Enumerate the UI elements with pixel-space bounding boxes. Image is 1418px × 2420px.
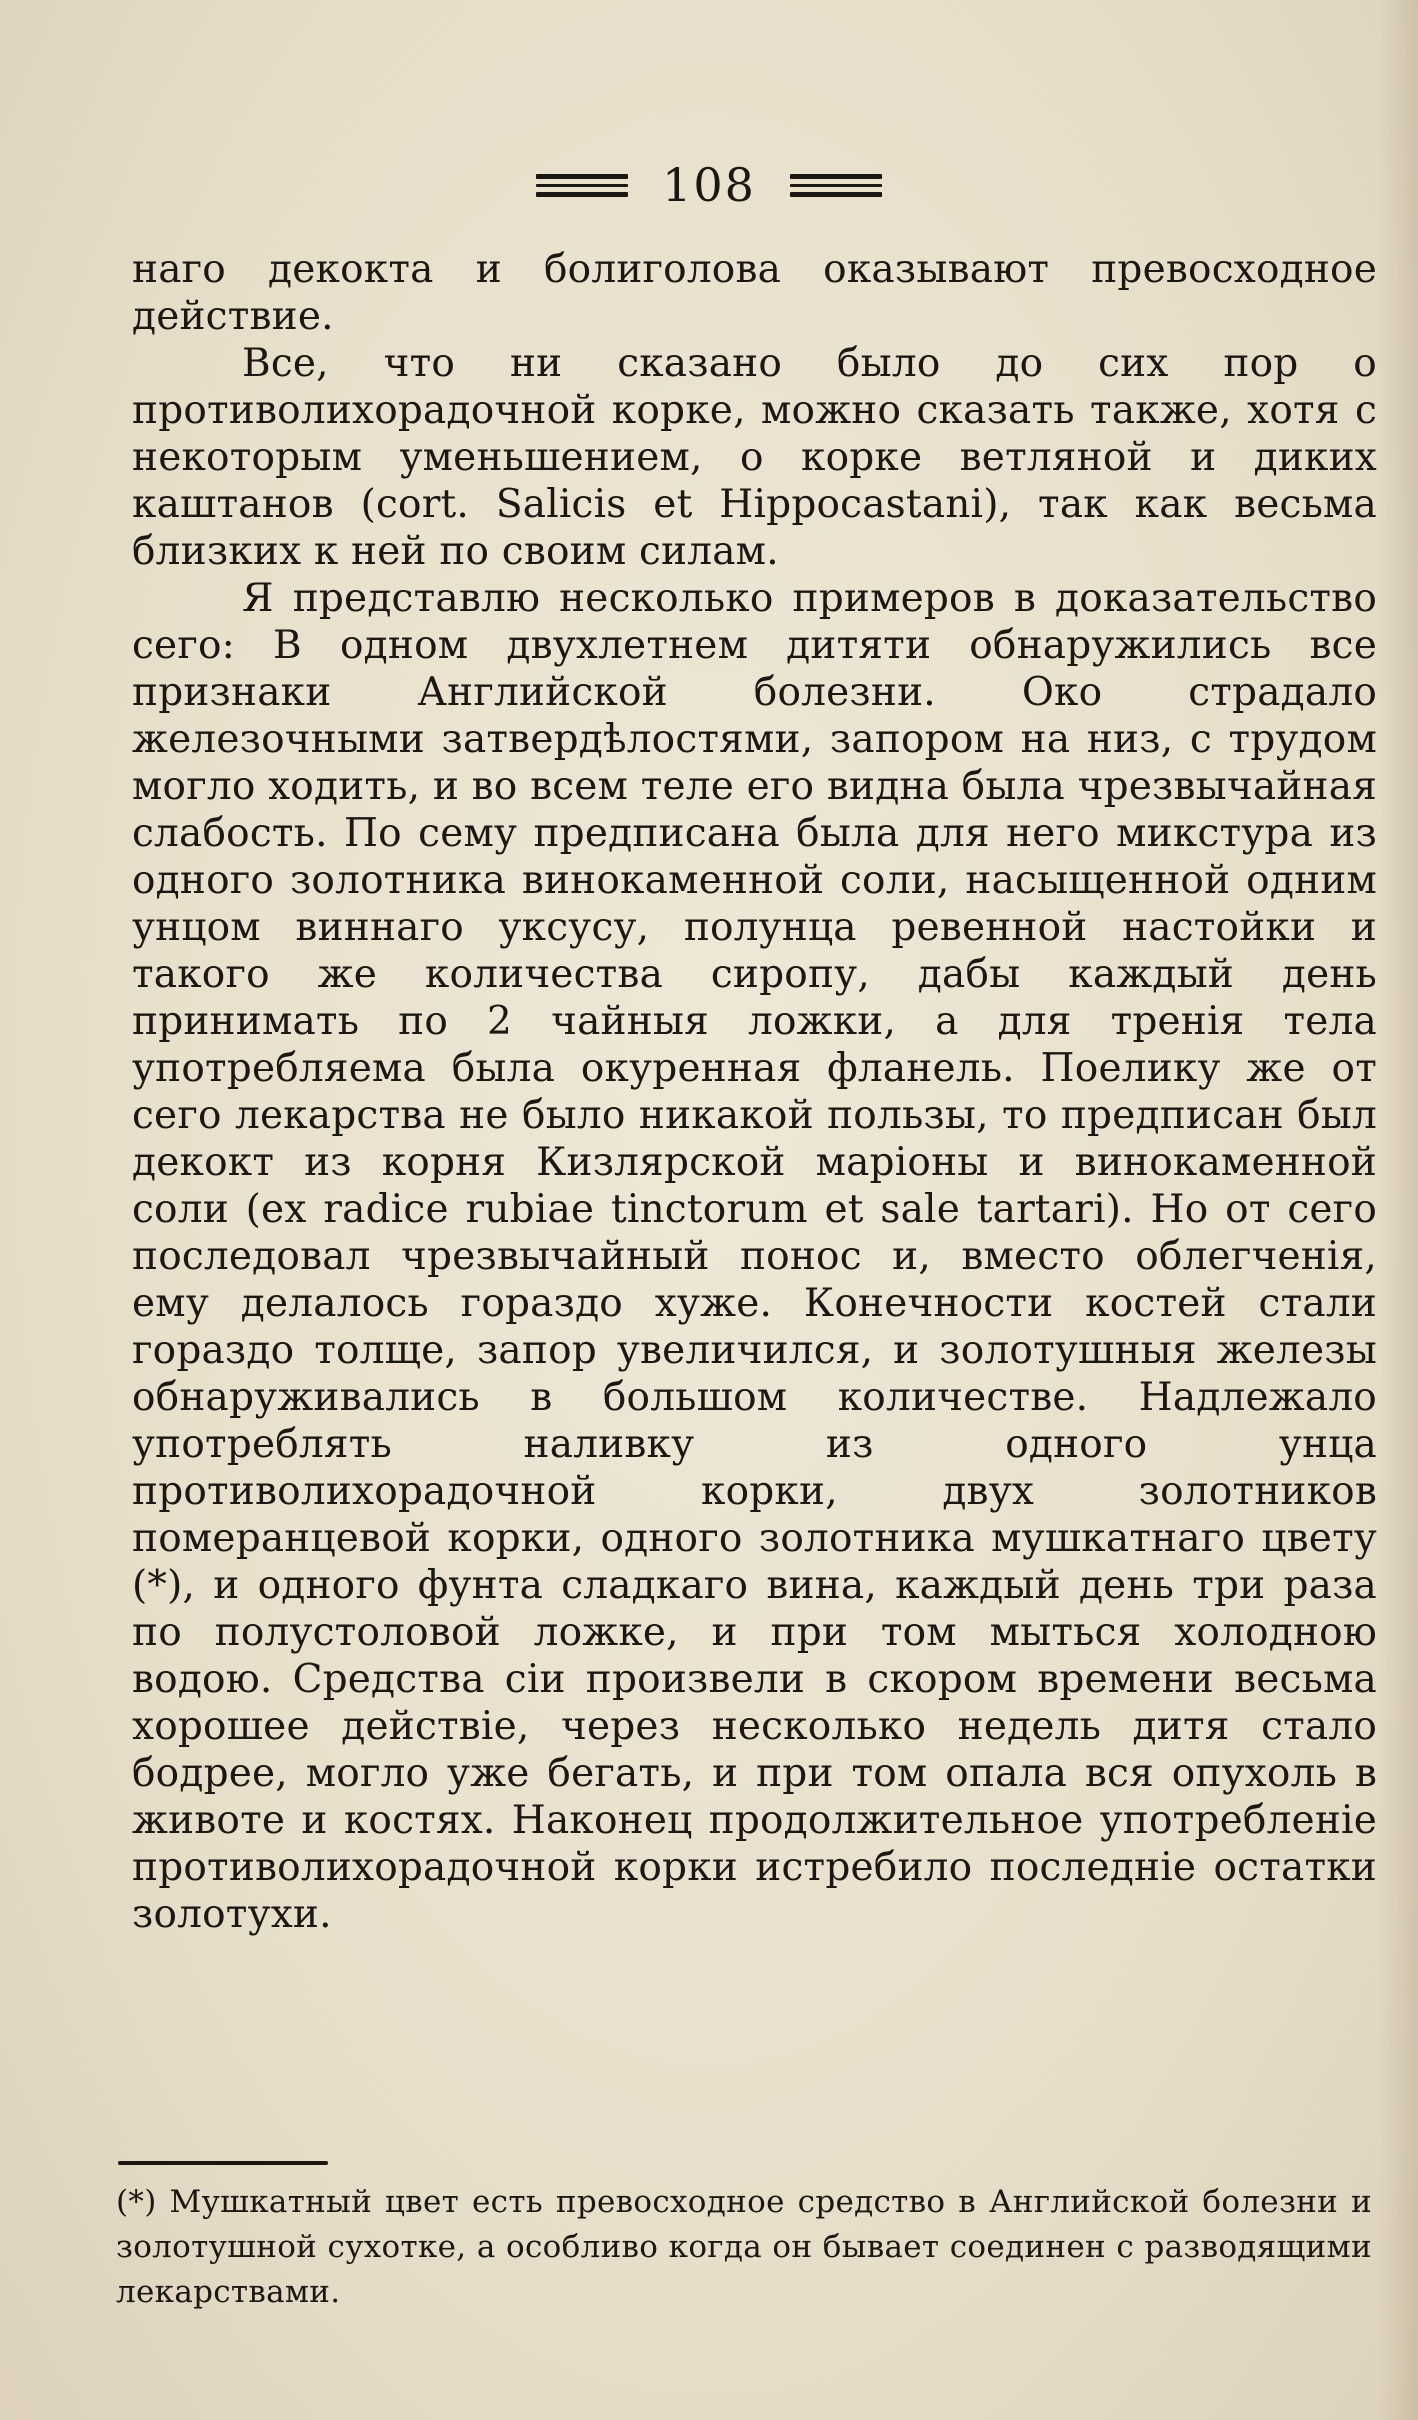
paragraph: Я представлю несколько примеров в доказательство сего: В одном двухлетнем дитяти обнаружились все признаки Английской болезни. Око страдало железочными затвердѣлостями, запором на низ, с трудом могло ходить, и во всем теле его видна была чрезвычайная слабость. По сему предписана была для него микстура из одного золотника винокаменной соли, насыщенной одним унцом виннаго уксусу, полунца ревенной настойки и такого же количества сиропу, дабы каждый день принимать по 2 чайныя ложки, а для тренія тела употребляема была окуренная фланель. Поелику же от сего лекарства не было никакой пользы, то предписан был декокт из корня Кизлярской маріоны и винокаменной соли (ex radice rubiae tinctorum et sale tartari). Но от сего последовал чрезвычайный понос и, вместо облегченія, ему делалось гораздо хуже. Конечности костей стали гораздо толще, запор увеличился, и золотушныя железы обнаруживались в большом количестве. Надлежало употреблять наливку из одного унца противолихорадочной корки, двух золотников померанцевой корки, одного золотника мушкатнаго цвету (*), и одного фунта сладкаго вина, каждый день три раза по полустоловой ложке, и при том мыться холодною водою. Средства сіи произвели в скором времени весьма хорошее действіе, через несколько недель дитя стало бодрее, могло уже бегать, и при том опала вся опухоль в животе и костях. Наконец продолжительное употребленіе противолихорадочной корки истребило последніе остатки золотухи. bbox=[132, 576, 1377, 1937]
footnote-text: (*) Мушкатный цвет есть превосходное средство в Английской болезни и золотушной сухотке, а особливо когда он бывает соединен с разводящими лекарствами. bbox=[116, 2184, 1372, 2310]
page-number: 108 bbox=[662, 158, 756, 212]
header-rule-right bbox=[790, 174, 882, 197]
paragraph-continuation: наго декокта и болиголова оказывают превосходное действие. bbox=[132, 247, 1377, 339]
page-header bbox=[0, 150, 1418, 220]
footnote-divider bbox=[118, 2161, 328, 2165]
page-edge-shadow bbox=[1378, 0, 1418, 2420]
body-text bbox=[132, 246, 1377, 1938]
header-rule-left bbox=[536, 174, 628, 197]
footnote bbox=[116, 2180, 1372, 2315]
paragraph: Все, что ни сказано было до сих пор о противолихорадочной корке, можно сказать также, хотя с некоторым уменьшением, о корке ветляной и диких каштанов (cort. Salicis et Hippocastani), так как весьма близких к ней по своим силам. bbox=[132, 341, 1377, 574]
